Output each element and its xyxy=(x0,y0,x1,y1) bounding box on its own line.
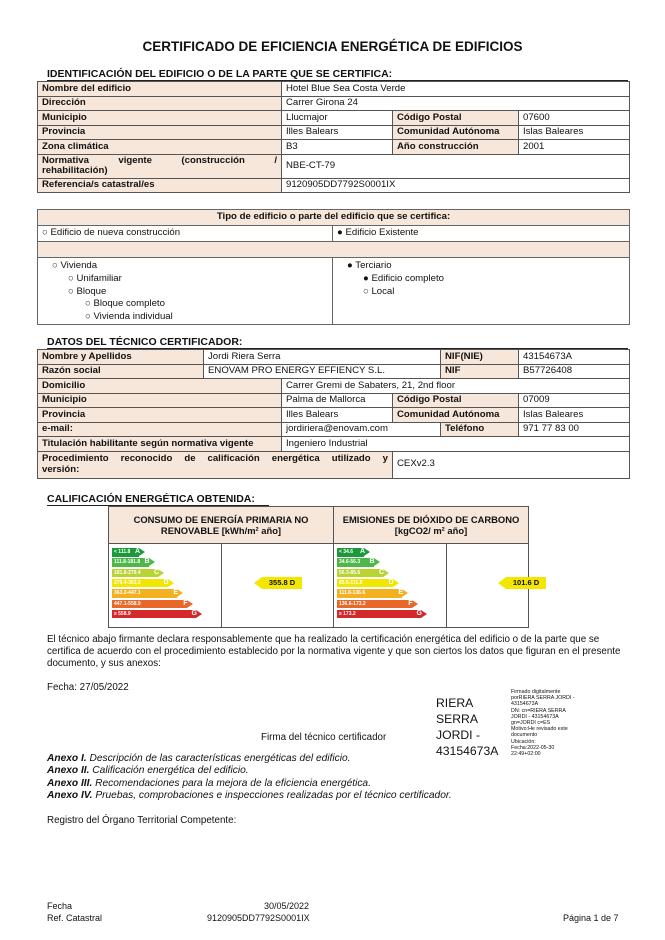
tecnico-table xyxy=(37,349,629,479)
normativa-label: Normativa vigente (construcción / rehabilitación) xyxy=(38,154,282,178)
comunidad-value: Islas Baleares xyxy=(519,125,630,140)
anexo-item: Anexo III. Recomendaciones para la mejora de la eficiencia energética. xyxy=(47,777,371,789)
fecha-declaracion: Fecha: 27/05/2022 xyxy=(47,682,129,693)
terciario-radio: ● Terciario xyxy=(347,260,392,271)
nombre-edificio-value: Hotel Blue Sea Costa Verde xyxy=(282,82,630,97)
page-number: Página 1 de 7 xyxy=(563,913,619,923)
consumo-band-g: ≥ 558.9 G xyxy=(112,610,196,619)
consumo-band-a: < 111.8 A xyxy=(112,548,139,557)
municipio-value: Llucmajor xyxy=(282,111,393,126)
emisiones-panel xyxy=(333,506,540,628)
normativa-value: NBE-CT-79 xyxy=(282,154,630,178)
tecnico-municipio-label: Municipio xyxy=(38,393,282,408)
nif-value: B57726408 xyxy=(519,364,630,379)
firma-label: Firma del técnico certificador xyxy=(261,732,387,743)
emisiones-scale xyxy=(334,544,540,628)
municipio-label: Municipio xyxy=(38,111,282,126)
bloque-completo-radio: ○ Bloque completo xyxy=(85,298,165,310)
consumo-band-b: 111.8-181.8 B xyxy=(112,558,149,567)
section-heading-identificacion: IDENTIFICACIÓN DEL EDIFICIO O DE LA PARTE QUE SE CERTIFICA: xyxy=(47,68,628,81)
tecnico-provincia-label: Provincia xyxy=(38,408,282,423)
nombre-apellidos-value: Jordi Riera Serra xyxy=(204,350,441,365)
footer-fecha-label: Fecha xyxy=(47,901,73,911)
vivienda-options xyxy=(38,258,333,325)
consumo-band-d: 279.4-363.2 D xyxy=(112,579,168,588)
tecnico-comunidad-value: Islas Baleares xyxy=(519,408,630,423)
tecnico-municipio-value: Palma de Mallorca xyxy=(282,393,393,408)
local-radio: ○ Local xyxy=(363,285,395,297)
consumo-divider xyxy=(221,543,222,628)
email-label: e-mail: xyxy=(38,422,282,437)
section-heading-calificacion: CALIFICACIÓN ENERGÉTICA OBTENIDA: xyxy=(47,493,255,505)
edificio-completo-radio: ● Edificio completo xyxy=(363,272,444,284)
terciario-options xyxy=(333,258,630,325)
tecnico-cp-value: 07009 xyxy=(519,393,630,408)
nombre-edificio-label: Nombre del edificio xyxy=(38,82,282,97)
telefono-label: Teléfono xyxy=(441,422,519,437)
referencia-catastral-label: Referencia/s catastral/es xyxy=(38,178,282,193)
emisiones-band-g: ≥ 173.2 G xyxy=(337,610,421,619)
tipo-edificio-table xyxy=(37,209,629,325)
domicilio-value: Carrer Gremi de Sabaters, 21, 2nd floor xyxy=(282,379,630,394)
tecnico-provincia-value: Illes Balears xyxy=(282,408,393,423)
consumo-band-e: 363.2-447.1 E xyxy=(112,589,177,598)
page-title: CERTIFICADO DE EFICIENCIA ENERGÉTICA DE EDIFICIOS xyxy=(142,39,523,54)
titulacion-value: Ingeniero Industrial xyxy=(282,437,630,452)
consumo-band-c: 181.8-279.4 C xyxy=(112,569,158,578)
consumo-band-f: 447.1-558.9 F xyxy=(112,600,187,609)
footer-ref-value: 9120905DD7792S0001IX xyxy=(207,912,310,923)
consumo-value-indicator: 355.8 D xyxy=(262,577,302,589)
anexos-list xyxy=(47,753,637,803)
codigo-postal-label: Código Postal xyxy=(393,111,519,126)
referencia-catastral-value: 9120905DD7792S0001IX xyxy=(282,178,630,193)
comunidad-label: Comunidad Autónoma xyxy=(393,125,519,140)
edificio-existente-radio: ● Edificio Existente xyxy=(333,226,630,242)
direccion-value: Carrer Girona 24 xyxy=(282,96,630,111)
provincia-label: Provincia xyxy=(38,125,282,140)
emisiones-band-f: 136.6-173.2 F xyxy=(337,600,412,609)
emisiones-band-c: 56.3-85.6 C xyxy=(337,569,383,578)
emisiones-band-a: < 34.6 A xyxy=(337,548,364,557)
titulacion-label: Titulación habilitante según normativa vigente xyxy=(38,437,282,452)
telefono-value: 971 77 83 00 xyxy=(519,422,630,437)
emisiones-band-b: 34.6-56.3 B xyxy=(337,558,374,567)
footer-values xyxy=(207,901,310,924)
email-value: jordiriera@enovam.com xyxy=(282,422,441,437)
signature-details: Firmado digitalmente porRIERA SERRA JORDI - 43154673A DN: cn=RIERA SERRA JORDI - 43154673A gn=JORDI c=ES Motivo:He revisado este documento Ubicación: Fecha:2022-05-30 22:49+02:00 xyxy=(511,689,575,758)
provincia-value: Illes Balears xyxy=(282,125,393,140)
razon-social-label: Razón social xyxy=(38,364,204,379)
registro-text: Registro del Órgano Territorial Competente: xyxy=(47,815,237,826)
vivienda-radio: ○ Vivienda xyxy=(52,260,98,271)
footer-ref-label: Ref. Catastral xyxy=(47,912,103,923)
footer-labels xyxy=(47,901,102,924)
nif-label: NIF xyxy=(441,364,519,379)
emisiones-value-indicator: 101.6 D xyxy=(506,577,546,589)
razon-social-value: ENOVAM PRO ENERGY EFFIENCY S.L. xyxy=(204,364,441,379)
domicilio-label: Domicilio xyxy=(38,379,282,394)
anexo-item: Anexo IV. Pruebas, comprobaciones e inspecciones realizadas por el técnico certificador. xyxy=(47,790,452,802)
unifamiliar-radio: ○ Unifamiliar xyxy=(68,272,122,284)
nif-nie-label: NIF(NIE) xyxy=(441,350,519,365)
tecnico-cp-label: Código Postal xyxy=(393,393,519,408)
zona-climatica-label: Zona climática xyxy=(38,140,282,155)
emisiones-band-e: 111.8-136.6 E xyxy=(337,589,402,598)
bloque-radio: ○ Bloque xyxy=(68,285,107,297)
nueva-construccion-radio: ○ Edificio de nueva construcción xyxy=(38,226,333,242)
emisiones-divider xyxy=(446,543,447,628)
emisiones-band-d: 85.6-111.8 D xyxy=(337,579,393,588)
nombre-apellidos-label: Nombre y Apellidos xyxy=(38,350,204,365)
section-heading-tecnico: DATOS DEL TÉCNICO CERTIFICADOR: xyxy=(47,336,628,349)
consumo-heading: CONSUMO DE ENERGÍA PRIMARIA NO RENOVABLE [kWh/m² año] xyxy=(109,507,333,544)
tipo-spacer xyxy=(38,242,630,258)
zona-climatica-value: B3 xyxy=(282,140,393,155)
nif-nie-value: 43154673A xyxy=(519,350,630,365)
anexo-item: Anexo II. Calificación energética del edificio. xyxy=(47,765,249,777)
anio-construccion-label: Año construcción xyxy=(393,140,519,155)
declaracion-text: El técnico abajo firmante declara responsablemente que ha realizado la certificación energética del edificio o de la parte que se certifica de acuerdo con el procedimiento establecido por la normativa vigente y que son ciertos los datos que figuran en el presente documento, y sus anexos: xyxy=(47,634,621,670)
direccion-label: Dirección xyxy=(38,96,282,111)
codigo-postal-value: 07600 xyxy=(519,111,630,126)
anexo-item: Anexo I. Descripción de las características energéticas del edificio. xyxy=(47,753,351,764)
footer-fecha-value: 30/05/2022 xyxy=(264,901,310,911)
emisiones-heading: EMISIONES DE DIÓXIDO DE CARBONO [kgCO2/ m² año] xyxy=(334,507,528,544)
signature-name: RIERA SERRA JORDI - 43154673A xyxy=(436,696,499,758)
vivienda-individual-radio: ○ Vivienda individual xyxy=(85,311,173,323)
identificacion-table xyxy=(37,81,629,193)
tipo-heading: Tipo de edificio o parte del edificio que se certifica: xyxy=(38,210,630,226)
anio-construccion-value: 2001 xyxy=(519,140,630,155)
tecnico-comunidad-label: Comunidad Autónoma xyxy=(393,408,519,423)
procedimiento-value: CEXv2.3 xyxy=(393,451,630,478)
procedimiento-label: Procedimiento reconocido de calificación energética utilizado y versión: xyxy=(38,451,393,478)
